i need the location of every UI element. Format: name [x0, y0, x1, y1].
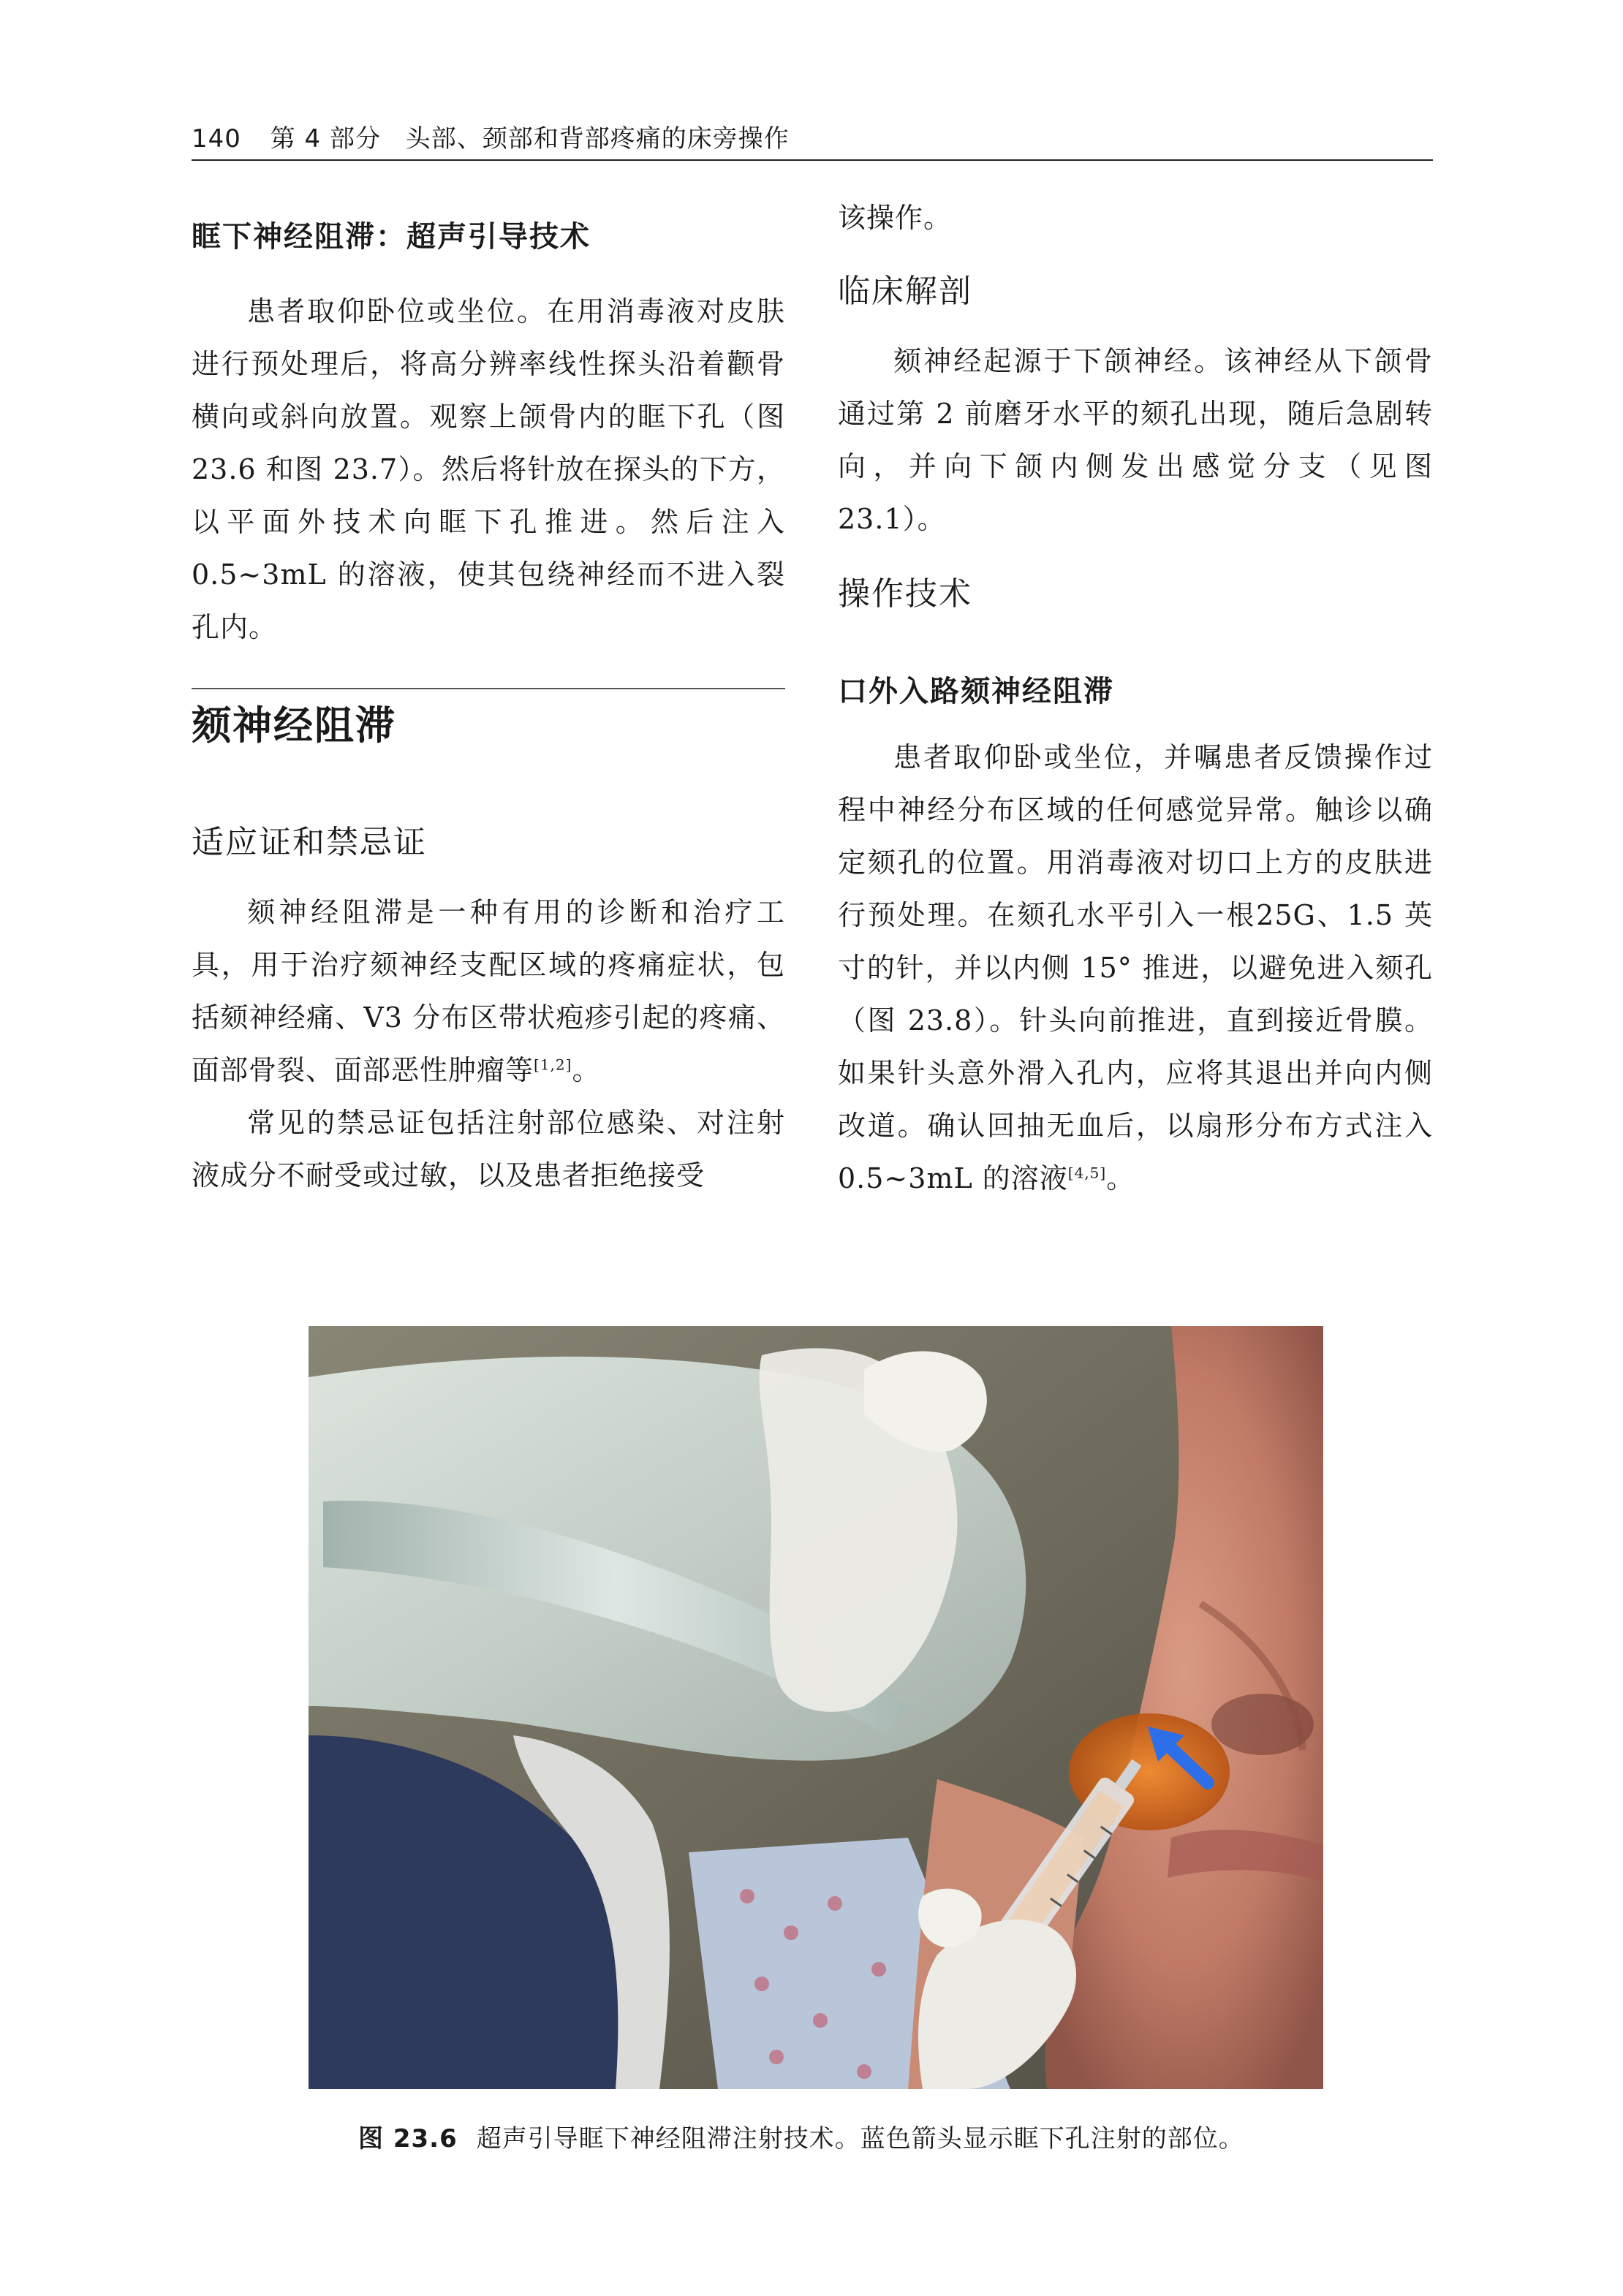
- paragraph-anatomy: 颏神经起源于下颌神经。该神经从下颌骨通过第 2 前磨牙水平的颏孔出现，随后急剧转向，并向下颌内侧发出感觉分支（见图 23.1）。: [838, 345, 1433, 535]
- subheading-indications: 适应证和禁忌证: [192, 824, 427, 861]
- heading-clinical-anatomy: 临床解剖: [838, 273, 972, 310]
- citation-1-2: [1,2]: [534, 1056, 572, 1074]
- paragraph-contraindications: 常见的禁忌证包括注射部位感染、对注射液成分不耐受或过敏，以及患者拒绝接受: [192, 1107, 785, 1191]
- page-number: 140: [192, 124, 241, 154]
- part-label: 第 4 部分: [270, 124, 381, 154]
- running-title: 头部、颈部和背部疼痛的床旁操作: [405, 124, 790, 154]
- heading-technique: 操作技术: [838, 575, 972, 613]
- paragraph-extraoral-end: 。: [1106, 1162, 1135, 1194]
- paragraph-infraorbital-technique: 患者取仰卧位或坐位。在用消毒液对皮肤进行预处理后，将高分辨率线性探头沿着颧骨横向或斜向放置。观察上颌骨内的眶下孔（图 23.6 和图 23.7）。然后将针放在探头的下方，以平面外技术向眶下孔推进。然后注入 0.5~3mL 的溶液，使其包绕神经而不进入裂孔内。: [192, 295, 785, 643]
- paragraph-indications: [192, 886, 785, 1096]
- paragraph-indications-text: 颏神经阻滞是一种有用的诊断和治疗工具，用于治疗颏神经支配区域的疼痛症状，包括颏神经痛、V3 分布区带状疱疹引起的疼痛、面部骨裂、面部恶性肿瘤等: [192, 896, 785, 1086]
- paragraph-indications-end: 。: [572, 1054, 601, 1086]
- section-heading-infraorbital-us: 眶下神经阻滞：超声引导技术: [192, 220, 591, 254]
- section-divider: [192, 688, 785, 689]
- figure-caption: [358, 2118, 1244, 2154]
- figure-23-6-photo: [309, 1326, 1323, 2089]
- figure-caption-text: 超声引导眶下神经阻滞注射技术。蓝色箭头显示眶下孔注射的部位。: [476, 2124, 1244, 2153]
- paragraph-continuation: 该操作。: [838, 202, 953, 234]
- running-head: [192, 118, 790, 154]
- figure-label: 图 23.6: [358, 2124, 458, 2153]
- citation-4-5: [4,5]: [1067, 1164, 1107, 1182]
- heading-extraoral-approach: 口外入路颏神经阻滞: [838, 675, 1114, 708]
- main-heading-mental-nerve-block: 颏神经阻滞: [192, 702, 396, 749]
- paragraph-extraoral-technique: [838, 731, 1433, 1205]
- header-rule: [192, 159, 1433, 161]
- paragraph-extraoral-text: 患者取仰卧或坐位，并嘱患者反馈操作过程中神经分布区域的任何感觉异常。触诊以确定颏孔的位置。用消毒液对切口上方的皮肤进行预处理。在颏孔水平引入一根25G、1.5 英寸的针，并以内侧 15° 推进，以避免进入颏孔（图 23.8）。针头向前推进，直到接近骨膜。如果针头意外滑入孔内，应将其退出并向内侧改道。确认回抽无血后，以扇形分布方式注入 0.5~3mL 的溶液: [838, 741, 1433, 1194]
